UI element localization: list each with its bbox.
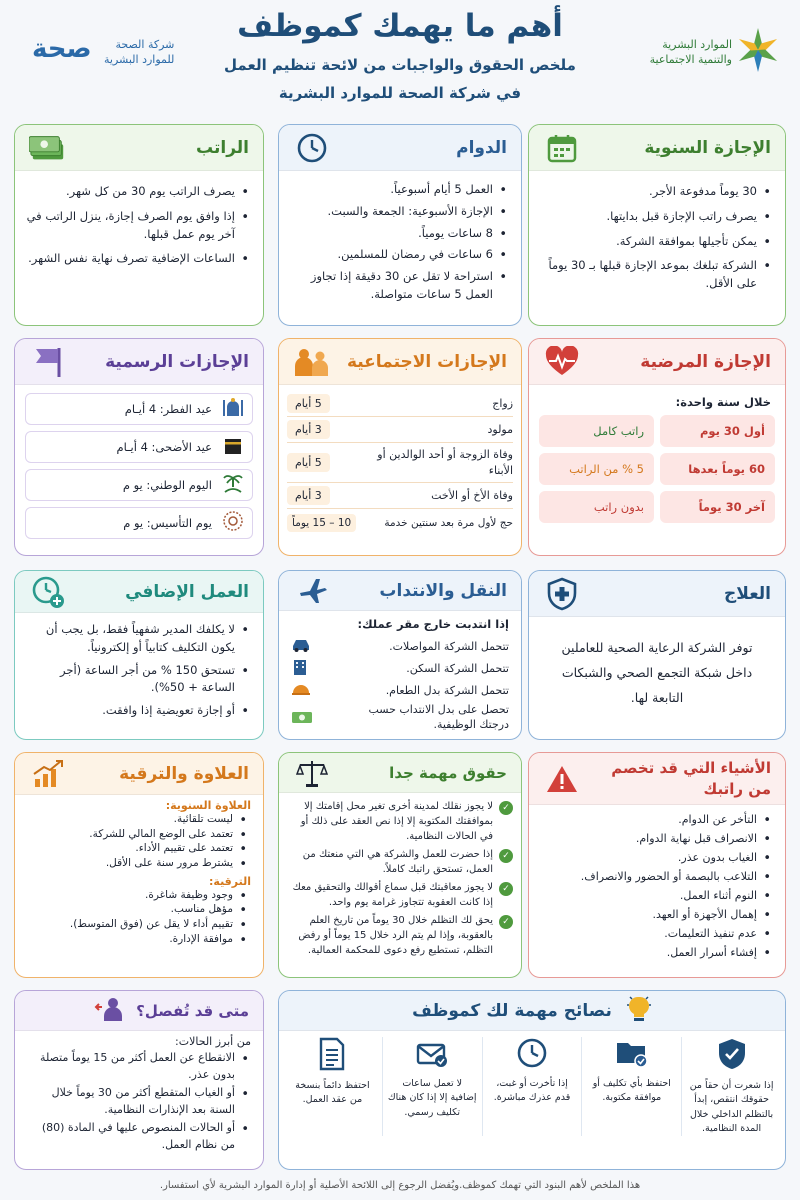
list-item: • يمكن تأجيلها بموافقة الشركة. (539, 233, 771, 251)
list-item: • وجود وظيفة شاغرة. (27, 888, 247, 903)
check-icon: ✓ (499, 915, 513, 929)
list-item: • أو الحالات المنصوص عليها في المادة (80) من نظام العمل. (25, 1120, 249, 1153)
raise-promotion-title: العلاوة والترقية (119, 763, 249, 784)
company-name-line2: للموارد البشرية (104, 52, 175, 66)
list-item: • إفشاء أسرار العمل. (539, 944, 771, 961)
footer-note: هذا الملخص لأهم البنود التي تهمك كموظف.ويُفضل الرجوع إلى اللائحة الأصلية أو إدارة الموارد البشرية لأي استفسار. (159, 1180, 641, 1191)
social-leave-event: مولود (487, 423, 513, 436)
salary-card (14, 124, 264, 326)
tips-title: نصائح مهمة لك كموظف (412, 1000, 612, 1021)
treatment-text: توفر الشركة الرعاية الصحية للعاملين داخل شبكة التجمع الصحي والشبكات التابعة لها. (561, 640, 753, 705)
official-holidays-card (14, 338, 264, 556)
tip-item (482, 1037, 582, 1136)
overtime-card (14, 570, 264, 740)
tip-text: إذا شعرت أن حقاً من حقوقك انتقص، إبدأ بالتظلم الداخلي خلال المدة النظامية. (689, 1080, 774, 1134)
warning-icon (543, 760, 581, 798)
tip-text: احتفظ بأي تكليف أو موافقة مكتوبة. (592, 1078, 671, 1104)
treatment-title: العلاج (724, 583, 771, 604)
check-icon: ✓ (499, 801, 513, 815)
tip-item (681, 1037, 781, 1136)
ministry-logo (630, 26, 780, 82)
founding-emblem-icon (222, 510, 244, 536)
airplane-icon (293, 572, 331, 610)
transfer-card (278, 570, 522, 740)
ministry-name-line1: الموارد البشرية (662, 38, 732, 51)
tips-card (278, 990, 786, 1170)
list-item: • الانقطاع عن العمل أكثر من 15 يوماً متصلة بدون عذر. (25, 1050, 249, 1083)
calendar-icon (543, 129, 581, 167)
list-item: • ليست تلقائية. (27, 812, 247, 827)
list-item: • يصرف راتب الإجازة قبل بدايتها. (539, 208, 771, 226)
list-item: • إهمال الأجهزة أو العهد. (539, 906, 771, 923)
list-item: تحصل على بدل الانتداب حسب درجتك الوظيفية. (368, 703, 509, 731)
tip-item (382, 1037, 482, 1136)
list-item: • تعتمد على تقييم الأداء. (27, 841, 247, 856)
social-leave-days: 10 – 15 يوماً (287, 514, 356, 532)
list-item: تتحمل الشركة بدل الطعام. (385, 683, 509, 697)
ministry-star-icon (736, 26, 780, 76)
shield-check-icon (716, 1056, 748, 1075)
working-hours-card (278, 124, 522, 326)
annual-leave-title: الإجازة السنوية (644, 137, 771, 158)
working-hours-title: الدوام (456, 137, 507, 158)
check-icon: ✓ (499, 882, 513, 896)
list-item: • إذا وافق يوم الصرف إجازة، ينزل الراتب في آخر يوم عمل قبلها. (25, 208, 249, 244)
cash-icon (291, 709, 313, 728)
heartbeat-icon (543, 343, 581, 381)
dismissal-title: متى قد تُفصل؟ (136, 1001, 249, 1020)
list-item: يحق لك التظلم خلال 30 يوماً من تاريخ العلم بالعقوبة، وإذا لم يتم الرد خلال 15 يوماً أو رفض التظلم، تستطيع رفع دعوى للمحكمة العمالية. (298, 915, 493, 956)
list-item: إذا حضرت للعمل والشركة هي التي منعتك من العمل، تستحق راتبك كاملاً. (302, 849, 493, 875)
building-icon (291, 658, 309, 679)
list-item: • عدم تنفيذ التعليمات. (539, 925, 771, 942)
list-item: • يصرف الراتب يوم 30 من كل شهر. (25, 183, 249, 201)
document-icon (318, 1056, 346, 1075)
social-leave-days: 5 أيام (287, 394, 330, 413)
sick-row-pay: 5 % من الراتب (539, 453, 654, 485)
list-item: • تعتمد على الوضع المالي للشركة. (27, 827, 247, 842)
clock-plus-icon (29, 573, 67, 611)
promotion-heading: الترقية: (209, 874, 251, 888)
tip-text: احتفظ دائماً بنسخة من عقد العمل. (295, 1080, 370, 1106)
list-item: • 6 ساعات في رمضان للمسلمين. (289, 246, 507, 264)
palm-swords-icon (222, 472, 244, 498)
list-item: • التلاعب بالبصمة أو الحضور والانصراف. (539, 868, 771, 885)
holiday-label: يوم التأسيس: يو م (123, 516, 212, 530)
folder-check-icon (615, 1054, 649, 1073)
holiday-label: عيد الأضحى: 4 أيـام (116, 440, 212, 454)
sick-leave-card (528, 338, 786, 556)
company-name-line1: شركة الصحة (115, 38, 175, 51)
sick-row-period: 60 يوماً بعدها (660, 453, 775, 485)
important-rights-card (278, 752, 522, 978)
list-item: • مؤهل مناسب. (27, 902, 247, 917)
holiday-label: اليوم الوطني: يو م (122, 478, 212, 492)
list-item: • يشترط مرور سنة على الأقل. (27, 856, 247, 871)
official-holidays-title: الإجازات الرسمية (105, 351, 249, 372)
list-item: • أو إجازة تعويضية إذا وافقت. (25, 702, 249, 720)
list-item: • 8 ساعات يومياً. (289, 225, 507, 243)
list-item: • الشركة تبلغك بموعد الإجازة قبلها بـ 30 يوماً على الأقل. (539, 257, 771, 293)
list-item: • الغياب بدون عذر. (539, 849, 771, 866)
list-item: تتحمل الشركة المواصلات. (389, 639, 509, 653)
ministry-name-line2: والتنمية الاجتماعية (649, 52, 732, 66)
dismissal-intro: من أبرز الحالات: (175, 1035, 251, 1048)
social-leave-event: حج لأول مرة بعد سنتين خدمة (384, 517, 513, 529)
holiday-label: عيد الفطر: 4 أيـام (124, 402, 212, 416)
deductions-card (528, 752, 786, 978)
social-leave-days: 3 أيام (287, 420, 330, 439)
sick-row-period: أول 30 يوم (660, 415, 775, 447)
clock-icon (516, 1054, 548, 1073)
list-item: • الانصراف قبل نهاية الدوام. (539, 830, 771, 847)
list-item: تتحمل الشركة السكن. (406, 661, 509, 675)
check-icon: ✓ (499, 849, 513, 863)
list-item: • استراحة لا تقل عن 30 دقيقة إذا تجاوز العمل 5 ساعات متواصلة. (289, 268, 507, 304)
sick-leave-intro: خلال سنة واحدة: (675, 395, 771, 409)
family-icon (293, 343, 331, 381)
list-item: • الإجازة الأسبوعية: الجمعة والسبت. (289, 203, 507, 221)
car-icon (291, 637, 311, 656)
social-leave-title: الإجازات الاجتماعية (346, 351, 507, 372)
salary-title: الراتب (196, 137, 249, 158)
food-icon (291, 681, 311, 700)
mosque-icon (222, 396, 244, 422)
tip-item (283, 1037, 382, 1136)
growth-chart-icon (29, 755, 67, 793)
list-item: • تستحق 150 % من أجر الساعة (أجر الساعة + 50%). (25, 662, 249, 698)
page-title: أهم ما يهمك كموظف (237, 8, 563, 44)
annual-leave-card (528, 124, 786, 326)
list-item: • لا يكلفك المدير شفهياً فقط، بل يجب أن يكون التكليف كتابياً أو إلكترونياً. (25, 621, 249, 657)
company-mark: صحة (32, 34, 92, 64)
page-subtitle-1: ملخص الحقوق والواجبات من لائحة تنظيم العمل (224, 56, 576, 74)
list-item: لا يجوز نقلك لمدينة أخرى تغير محل إقامتك إلا بموافقتك المكتوبة إلا إذا نص العقد على ذلك أو في الحالات النظامية. (300, 801, 493, 842)
annual-raise-heading: العلاوة السنوية: (165, 799, 251, 812)
list-item: • تقييم أداء لا يقل عن (فوق المتوسط). (27, 917, 247, 932)
kaaba-icon (222, 434, 244, 460)
tip-text: إذا تأخرت أو غبت، قدم عذرك مباشرة. (493, 1078, 571, 1104)
treatment-card (528, 570, 786, 740)
social-leave-event: وفاة الزوجة أو أحد الوالدين أو الأبناء (377, 448, 513, 477)
transfer-title: النقل والانتداب (379, 580, 507, 601)
list-item: • أو الغياب المتقطع أكثر من 30 يوماً خلال السنة بعد الإنذارات النظامية. (25, 1085, 249, 1118)
scales-icon (293, 754, 331, 792)
list-item: • التأخر عن الدوام. (539, 811, 771, 828)
sick-row-pay: بدون راتب (539, 491, 654, 523)
money-icon (29, 129, 67, 167)
list-item: • 30 يوماً مدفوعة الأجر. (539, 183, 771, 201)
social-leave-event: وفاة الأخ أو الأخت (431, 489, 513, 502)
header (0, 0, 800, 118)
list-item: لا يجوز معاقبتك قبل سماع أقوالك والتحقيق معك إذا كانت العقوبة تتجاوز غرامة يوم واحد. (292, 882, 493, 908)
social-leave-event: زواج (492, 397, 513, 410)
social-leave-card (278, 338, 522, 556)
overtime-title: العمل الإضافي (125, 581, 249, 602)
sick-leave-title: الإجازة المرضية (640, 351, 771, 372)
tip-text: لا تعمل ساعات إضافية إلا إذا كان هناك تكليف رسمي. (387, 1078, 477, 1118)
deductions-title: الأشياء التي قد تخصم من راتبك (611, 759, 771, 798)
list-item: • العمل 5 أيام أسبوعياً. (289, 181, 507, 199)
sick-row-pay: راتب كامل (539, 415, 654, 447)
page-subtitle-2: في شركة الصحة للموارد البشرية (278, 84, 522, 102)
social-leave-days: 5 أيام (287, 453, 330, 472)
dismissal-card (14, 990, 264, 1170)
clock-icon (293, 129, 331, 167)
raise-promotion-card (14, 752, 264, 978)
user-remove-icon (94, 995, 124, 1027)
important-rights-title: حقوق مهمة جدا (389, 763, 507, 782)
list-item: • الساعات الإضافية تصرف نهاية نفس الشهر. (25, 250, 249, 268)
medical-shield-icon (543, 575, 581, 613)
sick-row-period: آخر 30 يوماً (660, 491, 775, 523)
list-item: • النوم أثناء العمل. (539, 887, 771, 904)
social-leave-days: 3 أيام (287, 486, 330, 505)
lightbulb-icon (626, 994, 652, 1028)
transfer-intro: إذا انتدبت خارج مقر عملك: (357, 617, 509, 631)
flag-icon (29, 343, 67, 381)
list-item: • موافقة الإدارة. (27, 932, 247, 947)
company-logo (32, 30, 182, 80)
envelope-check-icon (415, 1054, 449, 1073)
tip-item (581, 1037, 681, 1136)
